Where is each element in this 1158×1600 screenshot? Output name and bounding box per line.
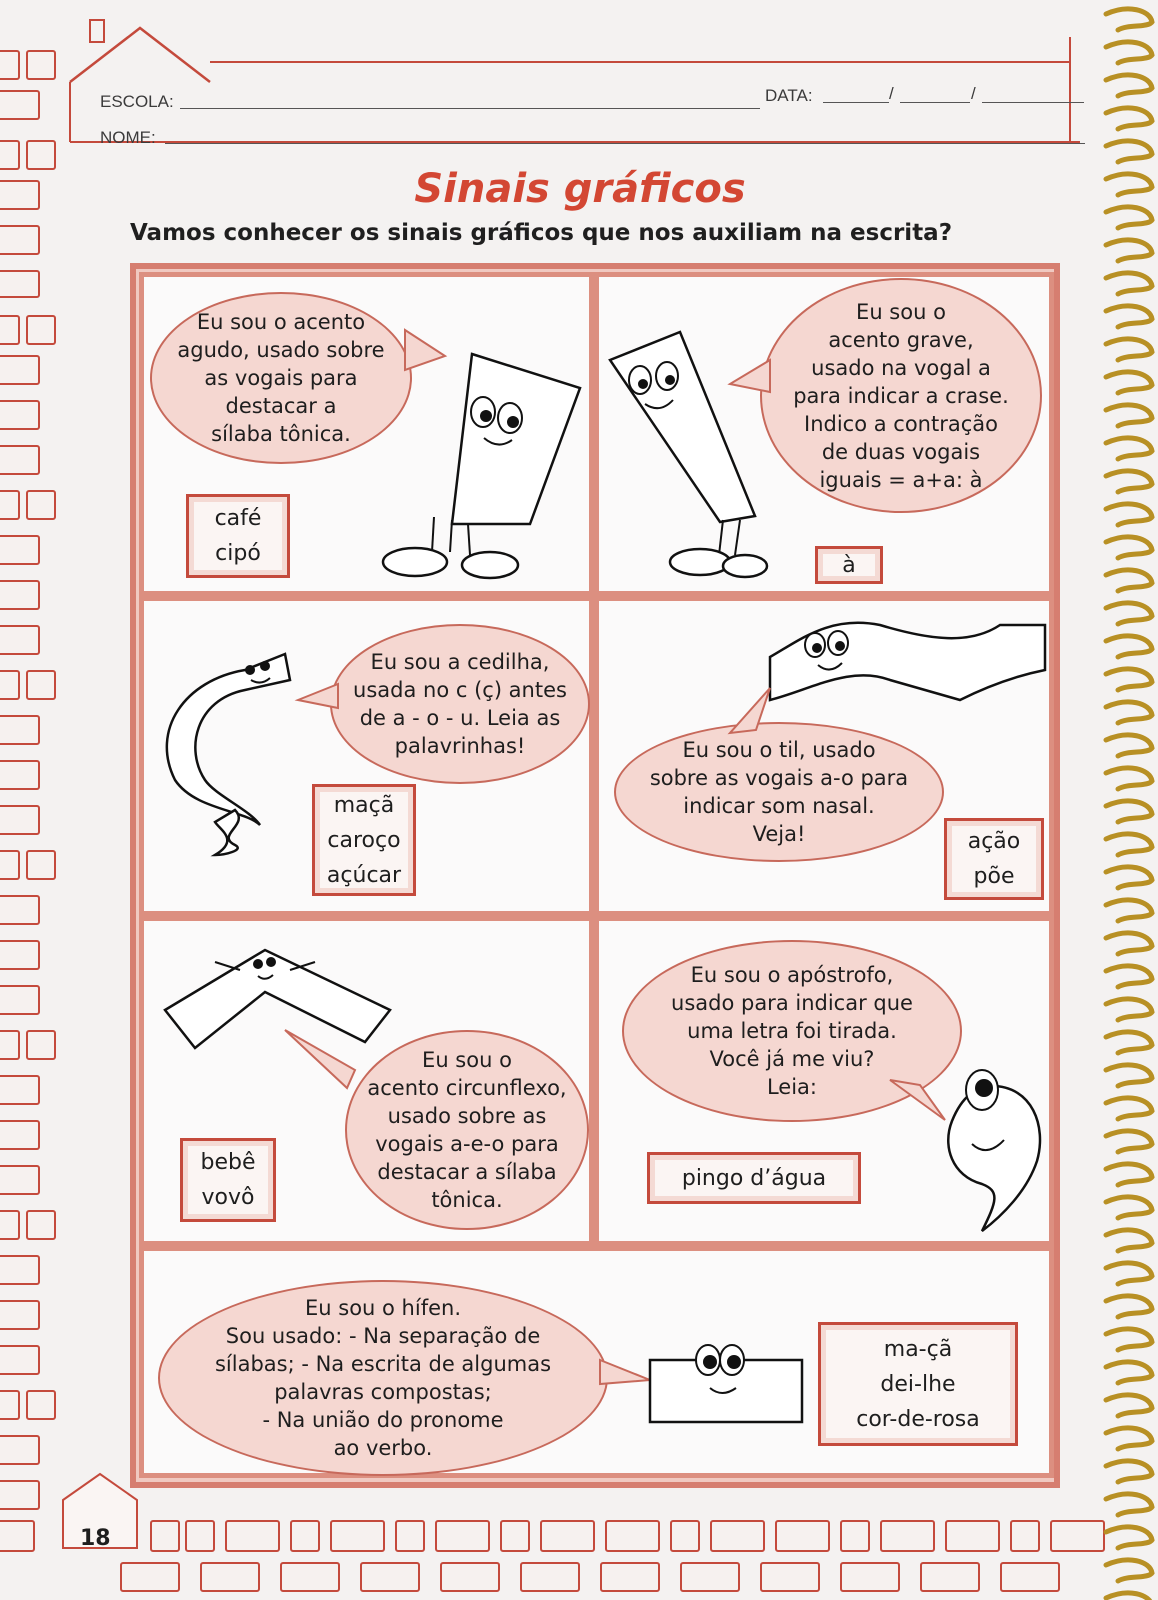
spiral-binding-icon xyxy=(1098,0,1158,1600)
date-year-field[interactable] xyxy=(982,102,1084,103)
apostrophe-character xyxy=(942,1066,1052,1236)
escola-field[interactable] xyxy=(180,108,760,109)
speech-bubble: Eu sou o acento circunflexo, usado sobre as vogais a-e-o para destacar a sílaba tônica. xyxy=(345,1030,589,1230)
house-roof-icon xyxy=(70,42,1090,152)
example-words-box: maçã caroço açúcar xyxy=(312,784,416,896)
example-words-box: bebê vovô xyxy=(180,1138,276,1222)
date-separator: / xyxy=(889,84,894,103)
grave-accent-character xyxy=(605,330,765,590)
example-words-box: ma-çã dei-lhe cor-de-rosa xyxy=(818,1322,1018,1446)
escola-label: ESCOLA: xyxy=(100,92,174,111)
page-number: 18 xyxy=(80,1526,111,1551)
speech-bubble: Eu sou o acento grave, usado na vogal a para indicar a crase. Indico a contração de duas vogais iguais = a+a: à xyxy=(760,278,1042,513)
bubble-tail-icon xyxy=(890,1080,950,1120)
speech-bubble: Eu sou o til, usado sobre as vogais a-o para indicar som nasal. Veja! xyxy=(614,722,944,862)
example-words-box: à xyxy=(815,546,883,584)
subtitle: Vamos conhecer os sinais gráficos que nos auxiliam na escrita? xyxy=(130,220,953,246)
hyphen-character xyxy=(648,1338,808,1428)
left-brick-border xyxy=(0,0,70,1600)
example-words-box: ação põe xyxy=(944,818,1044,900)
date-day-field[interactable] xyxy=(823,102,889,103)
bubble-tail-icon xyxy=(285,1030,355,1090)
cedilla-character xyxy=(155,650,305,860)
data-label: DATA: xyxy=(765,86,813,105)
circumflex-character xyxy=(165,940,395,1060)
example-words-box: café cipó xyxy=(186,494,290,578)
example-words-box: pingo d’água xyxy=(647,1152,861,1204)
speech-bubble: Eu sou o hífen. Sou usado: - Na separação de sílabas; - Na escrita de algumas palavras compostas; - Na união do pronome ao verbo. xyxy=(158,1280,608,1476)
speech-bubble: Eu sou o apóstrofo, usado para indicar que uma letra foi tirada. Você já me viu? Leia: xyxy=(622,940,962,1122)
speech-bubble: Eu sou o acento agudo, usado sobre as vogais para destacar a sílaba tônica. xyxy=(150,292,412,464)
speech-bubble: Eu sou a cedilha, usada no c (ç) antes de a - o - u. Leia as palavrinhas! xyxy=(330,624,590,784)
acute-accent-character xyxy=(380,352,600,597)
date-month-field[interactable] xyxy=(900,102,970,103)
bubble-tail-icon xyxy=(720,688,770,738)
nome-label: NOME: xyxy=(100,128,156,147)
nome-field[interactable] xyxy=(165,143,1085,144)
tilde-character xyxy=(770,605,1050,715)
bubble-tail-icon xyxy=(600,1360,650,1390)
bottom-brick-border xyxy=(0,1510,1100,1600)
page-title: Sinais gráficos xyxy=(414,166,746,212)
date-separator: / xyxy=(971,84,976,103)
header-box xyxy=(70,42,1090,152)
